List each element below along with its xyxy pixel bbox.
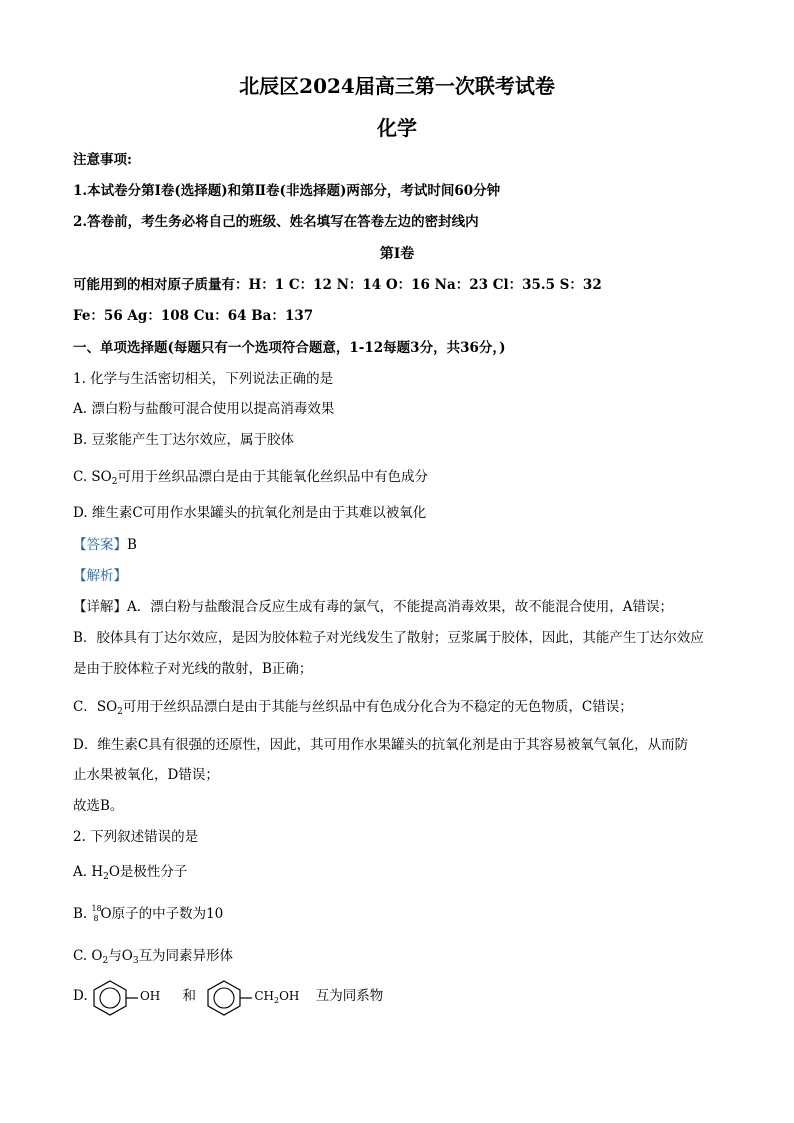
option-b-text: O原子的中子数为10 xyxy=(100,906,224,922)
question-2-option-c xyxy=(73,946,233,971)
notice-line-2: 2.答卷前，考生务必将自己的班级、姓名填写在答卷左边的密封线内 xyxy=(73,214,479,230)
detail-label: 【详解】 xyxy=(73,599,127,615)
o3-subscript: 3 xyxy=(132,956,139,966)
option-c-prefix: C. SO xyxy=(73,469,112,485)
answer-value: B xyxy=(127,537,137,553)
phenol-oh-label: OH xyxy=(139,989,161,1003)
option-a-prefix: A. H xyxy=(73,864,104,880)
question-1-answer xyxy=(73,535,137,555)
option-a-text: O是极性分子 xyxy=(108,864,188,880)
question-1-option-a: A. 漂白粉与盐酸可混合使用以提高消毒效果 xyxy=(73,401,335,417)
option-d-prefix: D. xyxy=(73,988,88,1004)
detail-a-text: A．漂白粉与盐酸混合反应生成有毒的氯气，不能提高消毒效果，故不能混合使用，A错误； xyxy=(127,599,673,615)
question-1-detail-d-line-2: 止水果被氧化，D错误； xyxy=(73,767,219,783)
and-label: 和 xyxy=(182,988,197,1004)
benzyl-alcohol-benzene-ring-icon xyxy=(206,977,254,1017)
atomic-number: 8 xyxy=(93,914,99,923)
question-1-stem: 1. 化学与生活密切相关，下列说法正确的是 xyxy=(73,371,334,387)
question-1-option-c xyxy=(73,467,428,492)
question-2-option-d xyxy=(73,976,383,1016)
notice-heading: 注意事项: xyxy=(73,152,132,168)
atomic-masses-line-1: 可能用到的相对原子质量有：H：1 C：12 N：14 O：16 Na：23 Cl：35.5 S：32 xyxy=(73,277,602,293)
phenol-benzene-ring-icon xyxy=(92,977,140,1017)
o2-subscript: 2 xyxy=(102,956,109,966)
notice-line-1: 1.本试卷分第Ⅰ卷(选择题)和第Ⅱ卷(非选择题)两部分，考试时间60分钟 xyxy=(73,183,501,199)
analysis-label: 【解析】 xyxy=(73,568,127,584)
section-heading: 一、单项选择题(每题只有一个选项符合题意，1-12每题3分，共36分，) xyxy=(73,340,506,356)
ch2-subscript: 2 xyxy=(274,996,280,1005)
h2o-subscript: 2 xyxy=(103,872,109,882)
question-1-detail-b-line-1: B．胶体具有丁达尔效应，是因为胶体粒子对光线发生了散射；豆浆属于胶体，因此，其能产生丁达尔效应 xyxy=(73,630,704,646)
so2-subscript: 2 xyxy=(111,477,118,487)
detail-c-text: 可用于丝织品漂白是由于其能与丝织品中有色成分化合为不稳定的无色物质，C错误； xyxy=(122,699,633,715)
question-1-detail-c xyxy=(73,697,633,722)
volume-heading: 第Ⅰ卷 xyxy=(379,246,415,262)
question-1-detail-b-line-2: 是由于胶体粒子对光线的散射，B正确； xyxy=(73,661,313,677)
exam-title: 北辰区2024届高三第一次联考试卷 xyxy=(239,74,555,98)
question-1-option-b: B. 豆浆能产生丁达尔效应，属于胶体 xyxy=(73,432,295,448)
question-2-option-a xyxy=(73,862,187,887)
option-d-text: 互为同系物 xyxy=(315,988,384,1004)
ch-text: CH xyxy=(254,989,274,1003)
question-2-option-b xyxy=(73,904,223,924)
option-c-text: 可用于丝织品漂白是由于其能氧化丝织品中有色成分 xyxy=(117,469,428,485)
question-1-conclusion: 故选B。 xyxy=(73,798,124,814)
detail-c-prefix: C．SO xyxy=(73,699,118,715)
mass-number: 18 xyxy=(91,904,102,913)
option-c-mid: 与O xyxy=(108,948,133,964)
isotope-notation xyxy=(92,904,101,924)
question-1-analysis-label xyxy=(73,566,127,586)
option-c-text: 互为同素异形体 xyxy=(138,948,234,964)
question-1-detail-d-line-1: D．维生素C具有很强的还原性，因此，其可用作水果罐头的抗氧化剂是由于其容易被氧气氧化，从而防 xyxy=(73,737,689,753)
option-c-prefix: C. O xyxy=(73,948,103,964)
atomic-masses-line-2: Fe：56 Ag：108 Cu：64 Ba：137 xyxy=(73,308,314,324)
so2-subscript: 2 xyxy=(117,707,123,717)
option-b-prefix: B. xyxy=(73,906,92,922)
question-1-option-d: D. 维生素C可用作水果罐头的抗氧化剂是由于其难以被氧化 xyxy=(73,505,427,521)
exam-subject: 化学 xyxy=(377,116,417,140)
question-1-detail-a xyxy=(73,597,673,617)
benzyl-ch2oh-label xyxy=(254,989,299,1003)
oh-text: OH xyxy=(279,989,300,1003)
answer-label: 【答案】 xyxy=(73,537,127,553)
question-2-stem: 2. 下列叙述错误的是 xyxy=(73,829,199,845)
